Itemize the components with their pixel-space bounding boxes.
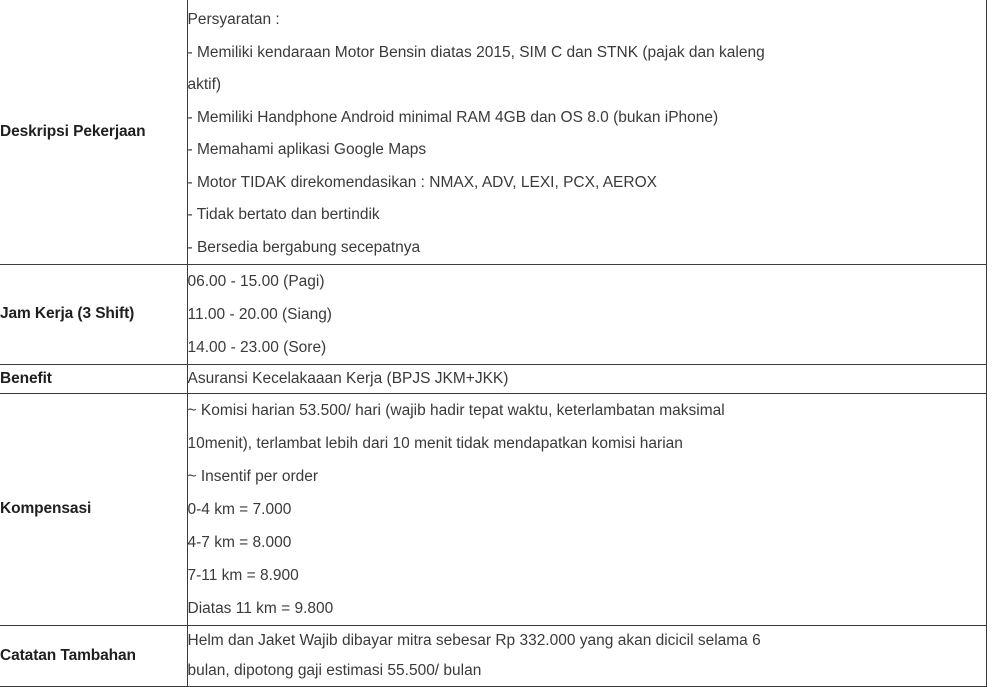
label-text: Deskripsi Pekerjaan [0, 122, 146, 140]
table-row [0, 0, 986, 265]
value-line: 14.00 - 23.00 (Sore) [187, 339, 327, 356]
value-line: ~ Komisi harian 53.500/ hari (wajib hadir tepat waktu, keterlambatan maksimal [187, 402, 725, 419]
value-line: - Bersedia bergabung secepatnya [187, 238, 421, 256]
value-line: Diatas 11 km = 9.800 [187, 600, 334, 617]
row-value-jam-kerja [187, 265, 986, 365]
row-label-kompensasi [0, 394, 187, 626]
label-text: Jam Kerja (3 Shift) [0, 305, 135, 323]
value-line: 06.00 - 15.00 (Pagi) [187, 273, 325, 290]
row-value-deskripsi-pekerjaan [187, 0, 986, 265]
value-line: - Memiliki Handphone Android minimal RAM 4GB dan OS 8.0 (bukan iPhone) [187, 108, 719, 126]
row-value-kompensasi [187, 394, 986, 626]
value-line: ~ Insentif per order [187, 468, 319, 485]
table-row [0, 394, 986, 626]
value-line: 7-11 km = 8.900 [187, 567, 299, 584]
table-row [0, 265, 986, 365]
label-text: Benefit [0, 369, 52, 387]
table-row [0, 365, 986, 394]
table-row [0, 626, 986, 687]
row-label-benefit [0, 365, 187, 394]
row-label-catatan-tambahan [0, 626, 187, 687]
value-line: 0-4 km = 7.000 [187, 501, 292, 518]
row-value-catatan-tambahan [187, 626, 986, 687]
value-line: - Memiliki kendaraan Motor Bensin diatas 2015, SIM C dan STNK (pajak dan kaleng [187, 43, 765, 61]
value-line: Helm dan Jaket Wajib dibayar mitra sebesar Rp 332.000 yang akan dicicil selama 6 [187, 632, 761, 649]
value-line: - Tidak bertato dan bertindik [187, 206, 380, 223]
value-line: - Motor TIDAK direkomendasikan : NMAX, ADV, LEXI, PCX, AEROX [187, 173, 657, 191]
value-line: 10menit), terlambat lebih dari 10 menit tidak mendapatkan komisi harian [187, 435, 683, 452]
value-line: Asuransi Kecelakaaan Kerja (BPJS JKM+JKK) [187, 370, 509, 387]
value-line: - Memahami aplikasi Google Maps [187, 141, 427, 158]
value-line: 4-7 km = 8.000 [187, 534, 292, 551]
label-text: Kompensasi [0, 500, 92, 518]
row-label-deskripsi-pekerjaan [0, 0, 187, 265]
label-text: Catatan Tambahan [0, 646, 136, 664]
value-line: aktif) [187, 76, 222, 93]
row-label-jam-kerja [0, 265, 187, 365]
row-value-benefit [187, 365, 986, 394]
value-line: 11.00 - 20.00 (Siang) [187, 306, 332, 323]
value-line: bulan, dipotong gaji estimasi 55.500/ bulan [187, 662, 482, 679]
value-line: Persyaratan : [187, 11, 280, 28]
